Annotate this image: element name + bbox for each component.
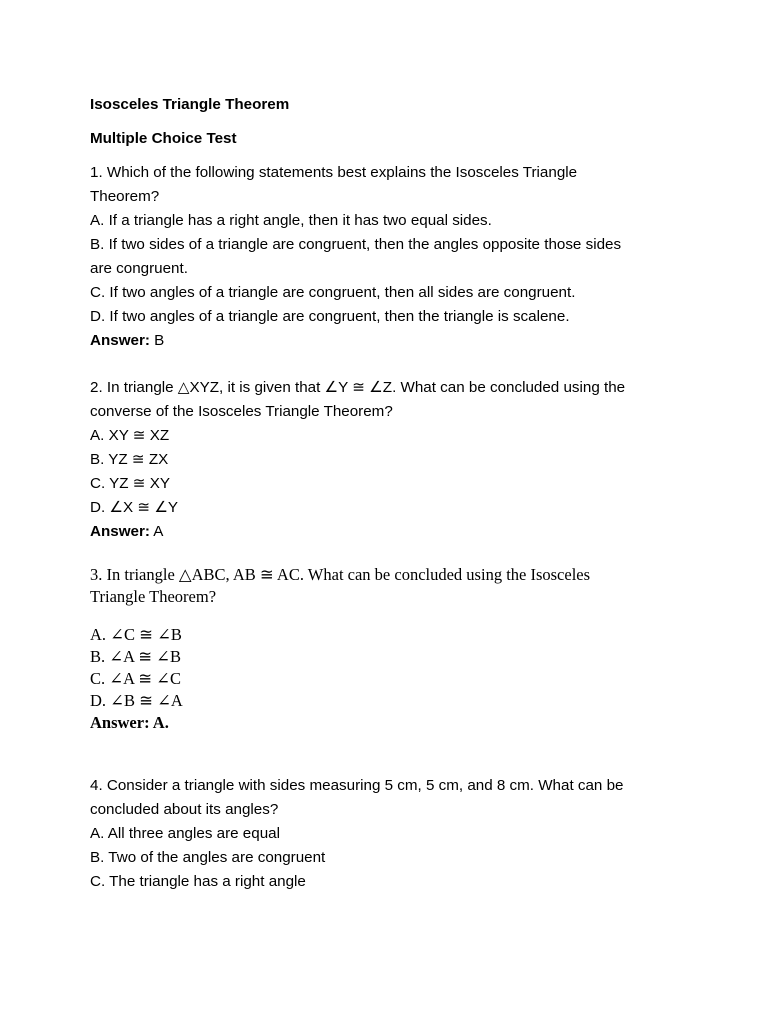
question-4 xyxy=(90,774,624,894)
question-4-stem-line-1: 4. Consider a triangle with sides measuring 5 cm, 5 cm, and 8 cm. What can be xyxy=(90,777,624,794)
question-3-option-a: A. ∠C ≅ ∠B xyxy=(90,625,182,644)
question-1-option-a: A. If a triangle has a right angle, then it has two equal sides. xyxy=(90,212,492,229)
question-1-option-b-line-1: B. If two sides of a triangle are congruent, then the angles opposite those sides xyxy=(90,236,622,253)
question-2-option-d: D. ∠X ≅ ∠Y xyxy=(90,499,179,516)
question-2-option-c: C. YZ ≅ XY xyxy=(90,475,170,492)
question-4-option-b: B. Two of the angles are congruent xyxy=(90,849,326,866)
document-subtitle: Multiple Choice Test xyxy=(90,130,237,147)
question-3-answer: Answer: A. xyxy=(90,713,169,732)
question-1-stem-line-1: 1. Which of the following statements best explains the Isosceles Triangle xyxy=(90,164,578,181)
question-3-option-d: D. ∠B ≅ ∠A xyxy=(90,691,183,710)
answer-label: Answer: xyxy=(90,523,150,540)
question-1-option-c: C. If two angles of a triangle are congruent, then all sides are congruent. xyxy=(90,284,576,301)
question-2-stem-line-2: converse of the Isosceles Triangle Theorem? xyxy=(90,403,393,420)
question-3-option-c: C. ∠A ≅ ∠C xyxy=(90,669,181,688)
question-4-option-c: C. The triangle has a right angle xyxy=(90,873,306,890)
question-1-stem-line-2: Theorem? xyxy=(90,188,160,205)
question-3-stem-line-2: Triangle Theorem? xyxy=(90,587,217,606)
answer-value: A xyxy=(149,523,164,540)
question-3 xyxy=(90,564,590,608)
question-3-option-b: B. ∠A ≅ ∠B xyxy=(90,647,181,666)
question-3-stem-line-1: 3. In triangle △ABC, AB ≅ AC. What can be concluded using the Isosceles xyxy=(90,565,591,584)
question-1-answer xyxy=(90,329,621,353)
question-3-options xyxy=(90,624,183,734)
question-2-option-b: B. YZ ≅ ZX xyxy=(90,451,169,468)
question-1-option-d: D. If two angles of a triangle are congruent, then the triangle is scalene. xyxy=(90,308,570,325)
question-2-answer xyxy=(90,520,625,544)
answer-value: B xyxy=(149,332,165,349)
document-title: Isosceles Triangle Theorem xyxy=(90,96,290,113)
question-4-stem-line-2: concluded about its angles? xyxy=(90,801,279,818)
question-4-option-a: A. All three angles are equal xyxy=(90,825,280,842)
question-2-stem-line-1: 2. In triangle △XYZ, it is given that ∠Y ≅ ∠Z. What can be concluded using the xyxy=(90,379,626,396)
answer-label: Answer: xyxy=(90,332,150,349)
question-2 xyxy=(90,376,625,544)
question-1-option-b-line-2: are congruent. xyxy=(90,260,188,277)
question-2-option-a: A. XY ≅ XZ xyxy=(90,427,170,444)
question-1 xyxy=(90,161,621,353)
